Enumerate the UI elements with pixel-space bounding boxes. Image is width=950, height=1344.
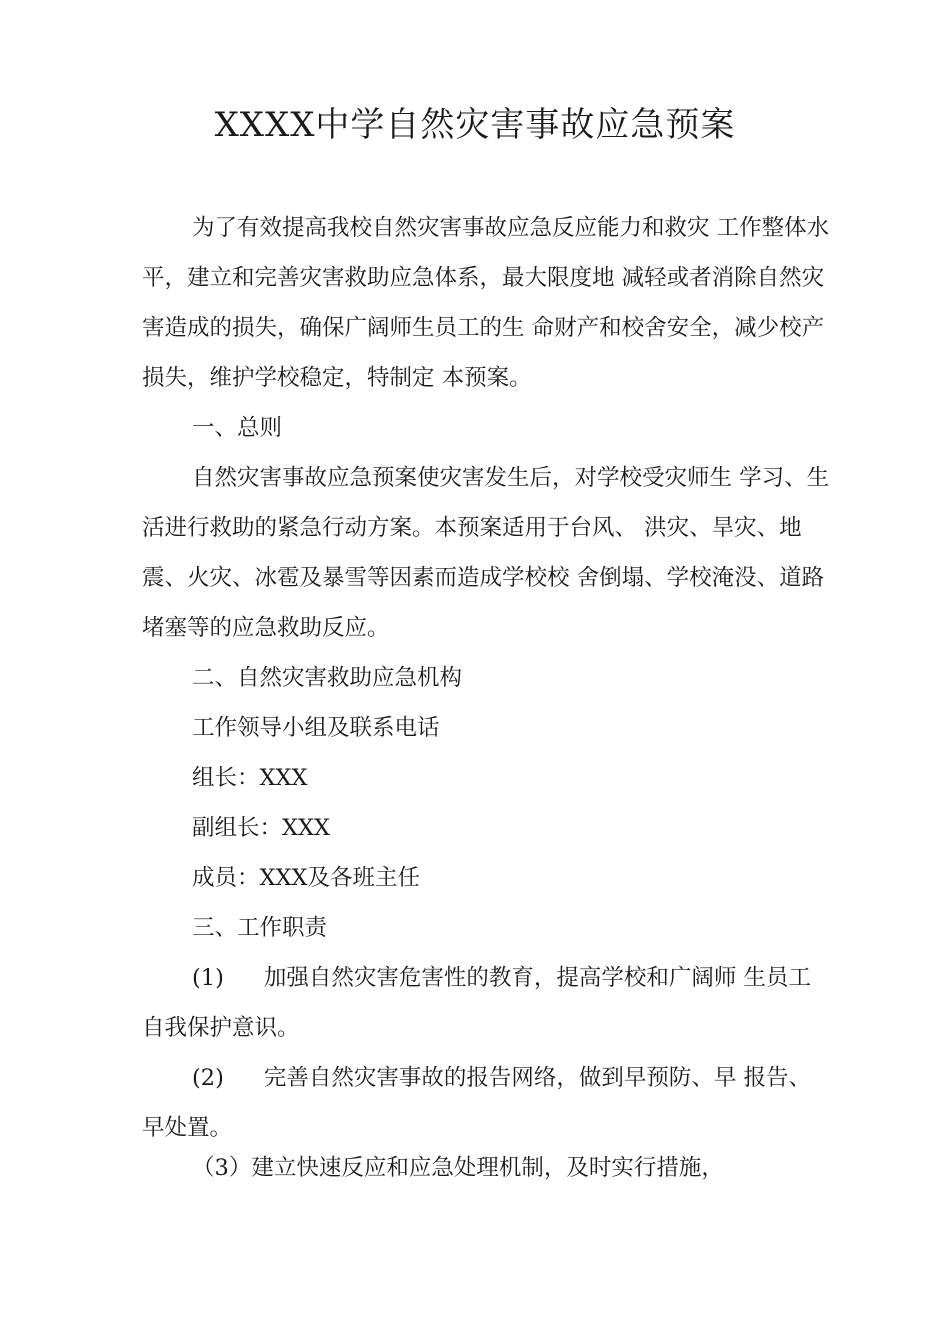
paragraph-line: 为了有效提高我校自然灾害事故应急反应能力和救灾 工作整体水 <box>192 215 830 241</box>
paragraph-line: 害造成的损失，确保广阔师生员工的生 命财产和校舍安全，减少校产 <box>142 315 825 341</box>
section-heading-general: 一、总则 <box>192 415 283 441</box>
section-heading-organization: 二、自然灾害救助应急机构 <box>192 665 463 691</box>
duty-item-1-continuation: 自我保护意识。 <box>142 1015 300 1041</box>
paragraph-line: 平，建立和完善灾害救助应急体系，最大限度地 减轻或者消除自然灾 <box>142 265 825 291</box>
duty-item-2 <box>192 1063 811 1093</box>
members-line: 成员：XXX及各班主任 <box>192 865 421 891</box>
paragraph-line: 堵塞等的应急救助反应。 <box>142 615 390 641</box>
duty-item-3: （3）建立快速反应和应急处理机制，及时实行措施， <box>192 1155 724 1181</box>
document-title: XXXX中学自然灾害事故应急预案 <box>214 105 736 145</box>
paragraph-line: 活进行救助的紧急行动方案。本预案适用于台风、 洪灾、旱灾、地 <box>142 515 802 541</box>
paragraph-line: 损失，维护学校稳定，特制定 本预案。 <box>142 365 532 391</box>
deputy-leader-line: 副组长：XXX <box>192 815 331 841</box>
duty-item-2-marker: (2) <box>192 1065 224 1091</box>
duty-item-2-text: 完善自然灾害事故的报告网络，做到早预防、早 报告、 <box>263 1065 812 1091</box>
paragraph-line: 震、火灾、冰雹及暴雪等因素而造成学校校 舍倒塌、学校淹没、道路 <box>142 565 825 591</box>
duty-item-1-marker: (1) <box>192 965 224 991</box>
section-heading-duties: 三、工作职责 <box>192 915 328 941</box>
duty-item-1-text: 加强自然灾害危害性的教育，提高学校和广阔师 生员工 <box>263 965 812 991</box>
duty-item-2-continuation: 早处置。 <box>142 1115 233 1141</box>
group-leader-line: 组长：XXX <box>192 765 308 791</box>
duty-item-1 <box>192 963 811 993</box>
subheading-leadership-group: 工作领导小组及联系电话 <box>192 715 440 741</box>
paragraph-line: 自然灾害事故应急预案使灾害发生后，对学校受灾师生 学习、生 <box>192 465 830 491</box>
